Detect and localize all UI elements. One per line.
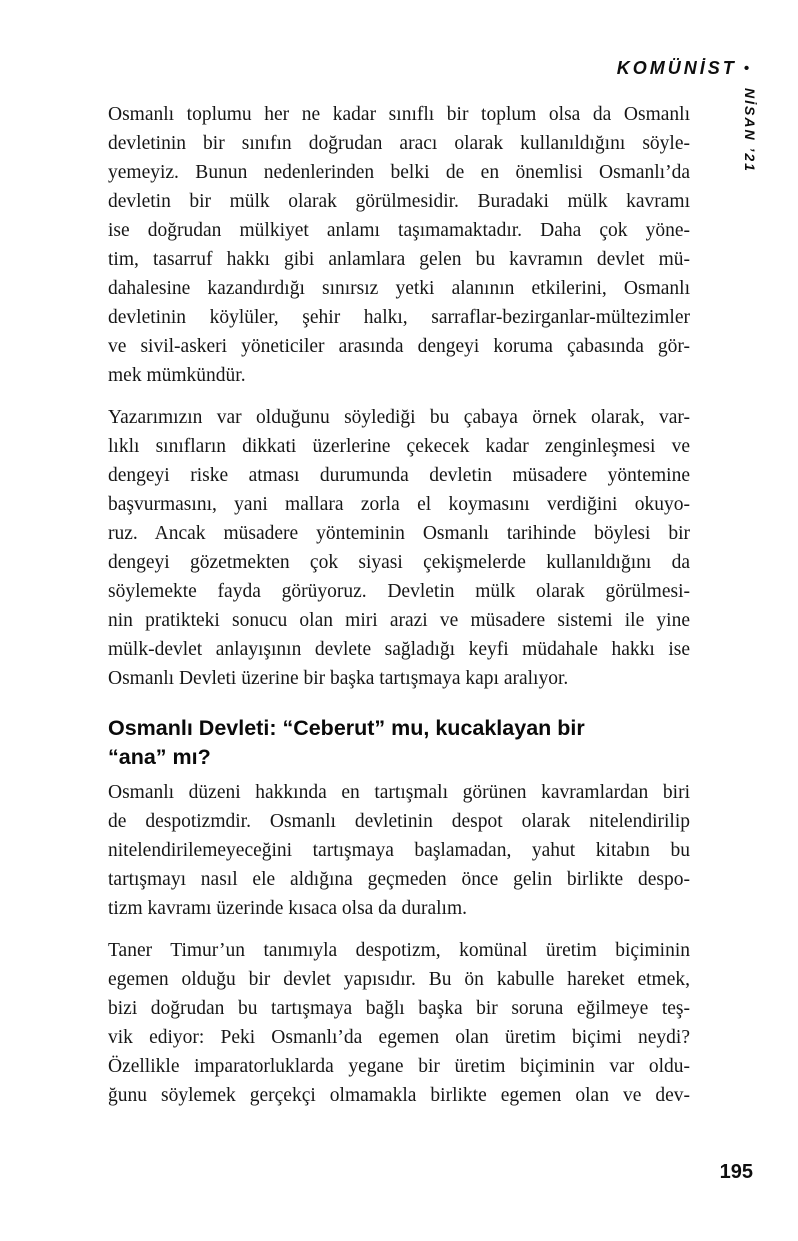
text-line: ğunu söylemek gerçekçi olmamakla birlikte egemen olan ve dev-: [108, 1085, 690, 1106]
text-line: vik ediyor: Peki Osmanlı’da egemen olan üretim biçimi neydi?: [108, 1027, 690, 1048]
magazine-title: KOMÜNİST: [616, 58, 737, 78]
heading-line: “ana” mı?: [108, 744, 211, 769]
text-line: devletinin köylüler, şehir halkı, sarraflar-bezirganlar-mültezimler: [108, 307, 690, 328]
text-line: nin pratikteki sonucu olan miri arazi ve müsadere sistemi ile yine: [108, 610, 690, 631]
text-line: nitelendirilemeyeceğini tartışmaya başlamadan, yahut kitabın bu: [108, 840, 690, 861]
text-line: tim, tasarruf hakkı gibi anlamlara gelen bu kavramın devlet mü-: [108, 249, 690, 270]
page-content: [108, 100, 690, 1123]
text-line: devletinin bir sınıfın doğrudan aracı olarak kullanıldığını söyle-: [108, 133, 690, 154]
text-line: lıklı sınıfların dikkati üzerlerine çekecek kadar zenginleşmesi ve: [108, 436, 690, 457]
masthead-bullet-icon: •: [743, 60, 749, 77]
body-paragraph: [108, 778, 690, 923]
text-line: mülk-devlet anlayışının devlete sağladığı keyfi müdahale hakkı ise: [108, 639, 690, 660]
heading-line: Osmanlı Devleti: “Ceberut” mu, kucaklayan bir: [108, 716, 585, 740]
text-line: tizm kavramı üzerinde kısaca olsa da duralım.: [108, 898, 467, 919]
text-line: Taner Timur’un tanımıyla despotizm, komünal üretim biçiminin: [108, 940, 690, 961]
body-paragraph: [108, 100, 690, 390]
text-line: dengeyi gözetmekten çok siyasi çekişmelerde kullanıldığını da: [108, 552, 690, 573]
body-paragraph: [108, 403, 690, 693]
section-heading: [108, 714, 690, 771]
text-line: ise doğrudan mülkiyet anlamı taşımamaktadır. Daha çok yöne-: [108, 220, 690, 241]
text-line: dahalesine kazandırdığı sınırsız yetki alanının etkilerini, Osmanlı: [108, 278, 690, 299]
page-number: 195: [719, 1161, 753, 1183]
text-line: yemeyiz. Bunun nedenlerinden belki de en önemlisi Osmanlı’da: [108, 162, 690, 183]
text-line: başvurmasını, yani mallara zorla el koymasını verdiğini okuyo-: [108, 494, 690, 515]
issue-date-label: NİSAN ’21: [742, 88, 758, 173]
text-line: dengeyi riske atması durumunda devletin müsadere yöntemine: [108, 465, 690, 486]
magazine-masthead: [617, 58, 749, 79]
text-line: de despotizmdir. Osmanlı devletinin despot olarak nitelendirilip: [108, 811, 690, 832]
text-line: ve sivil-askeri yöneticiler arasında dengeyi koruma çabasında gör-: [108, 336, 690, 357]
body-paragraph: [108, 936, 690, 1110]
text-line: Osmanlı toplumu her ne kadar sınıflı bir toplum olsa da Osmanlı: [108, 104, 690, 125]
text-line: söylemekte fayda görüyoruz. Devletin mülk olarak görülmesi-: [108, 581, 690, 602]
text-line: bizi doğrudan bu tartışmaya bağlı başka bir soruna eğilmeye teş-: [108, 998, 690, 1019]
text-line: mek mümkündür.: [108, 365, 246, 386]
text-line: egemen olduğu bir devlet yapısıdır. Bu ön kabulle hareket etmek,: [108, 969, 690, 990]
text-line: ruz. Ancak müsadere yönteminin Osmanlı tarihinde böylesi bir: [108, 523, 690, 544]
text-line: Osmanlı Devleti üzerine bir başka tartışmaya kapı aralıyor.: [108, 668, 569, 689]
text-line: Özellikle imparatorluklarda yegane bir üretim biçiminin var oldu-: [108, 1056, 690, 1077]
text-line: Osmanlı düzeni hakkında en tartışmalı görünen kavramlardan biri: [108, 782, 690, 803]
text-line: Yazarımızın var olduğunu söylediği bu çabaya örnek olarak, var-: [108, 407, 690, 428]
text-line: tartışmayı nasıl ele aldığına geçmeden önce gelin birlikte despo-: [108, 869, 690, 890]
text-line: devletin bir mülk olarak görülmesidir. Buradaki mülk kavramı: [108, 191, 690, 212]
